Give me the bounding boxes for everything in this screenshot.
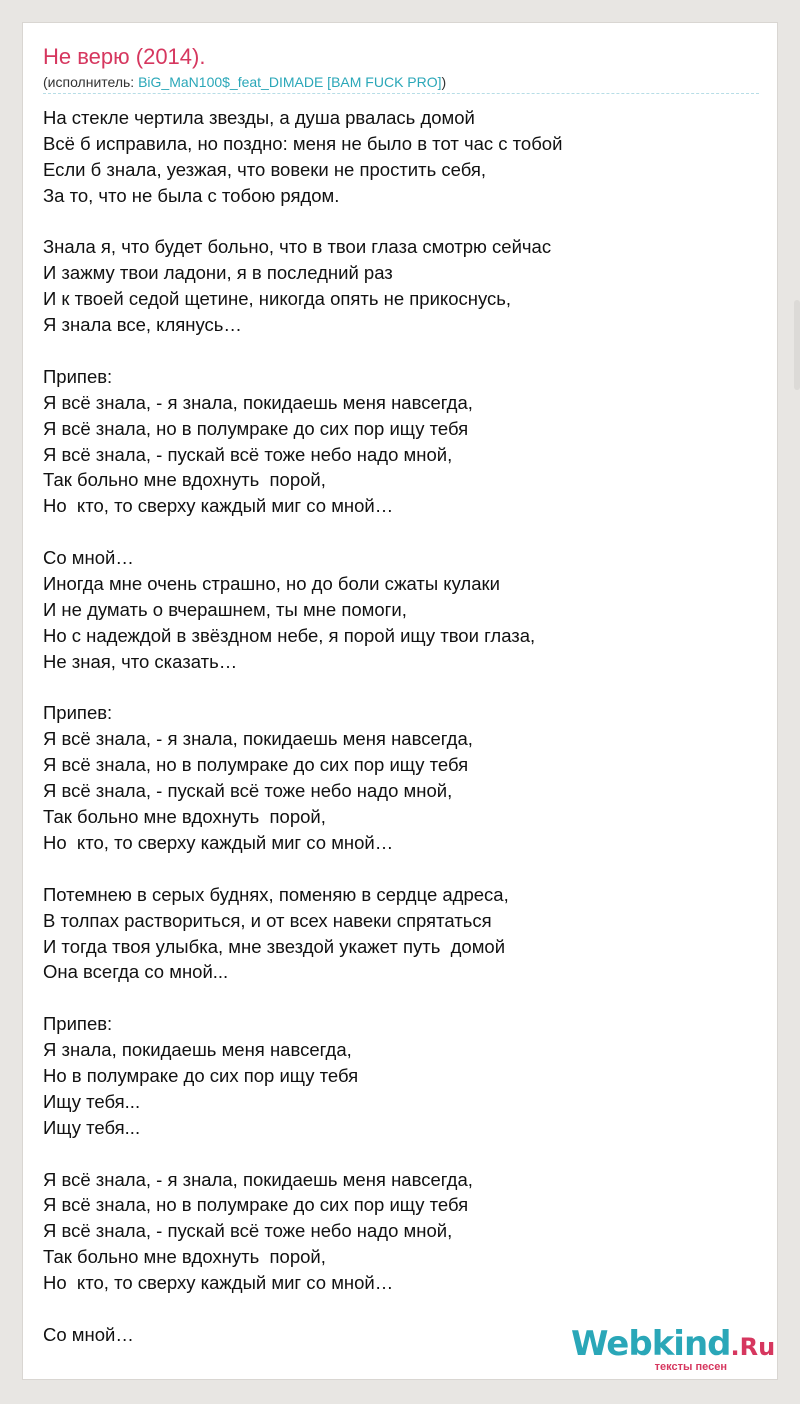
lyric-line: И не думать о вчерашнем, ты мне помоги, [43,598,407,620]
lyric-blank-line [43,856,743,882]
lyrics-card [22,22,778,1380]
lyric-line: Не зная, что сказать… [43,650,238,672]
lyric-line: Если б знала, уезжая, что вовеки не простить себя, [43,158,487,180]
lyric-blank-line [43,985,743,1011]
lyric-line: Я всё знала, но в полумраке до сих пор ищу тебя [43,417,469,439]
lyric-line: И зажму твои ладони, я в последний раз [43,262,393,284]
lyric-line: Ищу тебя... [43,1116,141,1138]
lyric-line: Она всегда со мной... [43,961,229,983]
title-divider [43,93,759,94]
lyric-line: Так больно мне вдохнуть порой, [43,806,326,828]
artist-suffix: ) [441,74,447,90]
lyric-line: Всё б исправила, но поздно: меня не было в тот час с тобой [43,132,563,154]
site-logo[interactable] [571,1324,776,1375]
lyric-line: Я всё знала, - пускай всё тоже небо надо мной, [43,443,453,465]
lyric-line: Припев: [43,365,113,387]
lyric-line: Я знала все, клянусь… [43,314,242,336]
logo-domain-text: .Ru [730,1333,776,1361]
lyric-line: На стекле чертила звезды, а душа рвалась домой [43,107,475,128]
lyric-line: Я всё знала, - я знала, покидаешь меня навсегда, [43,1168,473,1190]
page-title: Не верю (2014). [43,44,206,69]
lyric-line: Иногда мне очень страшно, но до боли сжаты кулаки [43,573,500,595]
lyric-line: Знала я, что будет больно, что в твои глаза смотрю сейчас [43,236,552,258]
logo-wordmark [571,1324,776,1366]
artist-prefix: (исполнитель: [43,74,139,90]
lyric-line: Со мной… [43,1323,134,1345]
lyrics-text [43,105,743,1348]
lyric-line: Я всё знала, но в полумраке до сих пор ищу тебя [43,1194,469,1216]
lyric-line: Но кто, то сверху каждый миг со мной… [43,495,394,517]
lyric-line: Так больно мне вдохнуть порой, [43,469,326,491]
page-scrollbar[interactable] [794,300,800,390]
lyric-blank-line [43,1296,743,1322]
lyric-line: В толпах раствориться, и от всех навеки спрятаться [43,909,492,931]
lyric-line: Я всё знала, - я знала, покидаешь меня навсегда, [43,391,473,413]
lyric-line: Я всё знала, - пускай всё тоже небо надо мной, [43,780,453,802]
lyric-line: Со мной… [43,547,134,569]
lyric-line: Припев: [43,1013,113,1035]
lyric-blank-line [43,209,743,235]
lyric-line: Но в полумраке до сих пор ищу тебя [43,1064,359,1086]
lyric-line: Но кто, то сверху каждый миг со мной… [43,1272,394,1294]
lyric-line: Но кто, то сверху каждый миг со мной… [43,831,394,853]
artist-line [43,73,446,91]
lyric-line: Я знала, покидаешь меня навсегда, [43,1039,352,1061]
lyric-line: Я всё знала, - я знала, покидаешь меня навсегда, [43,728,473,750]
lyric-line: Ищу тебя... [43,1090,141,1112]
lyric-blank-line [43,519,743,545]
lyric-line: И к твоей седой щетине, никогда опять не прикоснусь, [43,288,512,310]
lyric-line: Потемнею в серых буднях, поменяю в сердце адреса, [43,883,509,905]
artist-link[interactable]: BiG_MaN100$_feat_DIMADE [BAM FUCK PRO] [138,74,442,90]
lyric-line: Но с надеждой в звёздном небе, я порой ищу твои глаза, [43,624,536,646]
lyric-blank-line [43,338,743,364]
logo-tagline: тексты песен [654,1361,727,1373]
lyric-blank-line [43,675,743,701]
lyric-line: Так больно мне вдохнуть порой, [43,1246,326,1268]
lyric-line: Я всё знала, - пускай всё тоже небо надо мной, [43,1220,453,1242]
lyric-line: За то, что не была с тобою рядом. [43,184,340,206]
lyric-line: Я всё знала, но в полумраке до сих пор ищу тебя [43,754,469,776]
lyric-line: И тогда твоя улыбка, мне звездой укажет путь домой [43,935,506,957]
lyric-blank-line [43,1141,743,1167]
lyric-line: Припев: [43,702,113,724]
logo-main-text: Webkind [571,1324,731,1364]
